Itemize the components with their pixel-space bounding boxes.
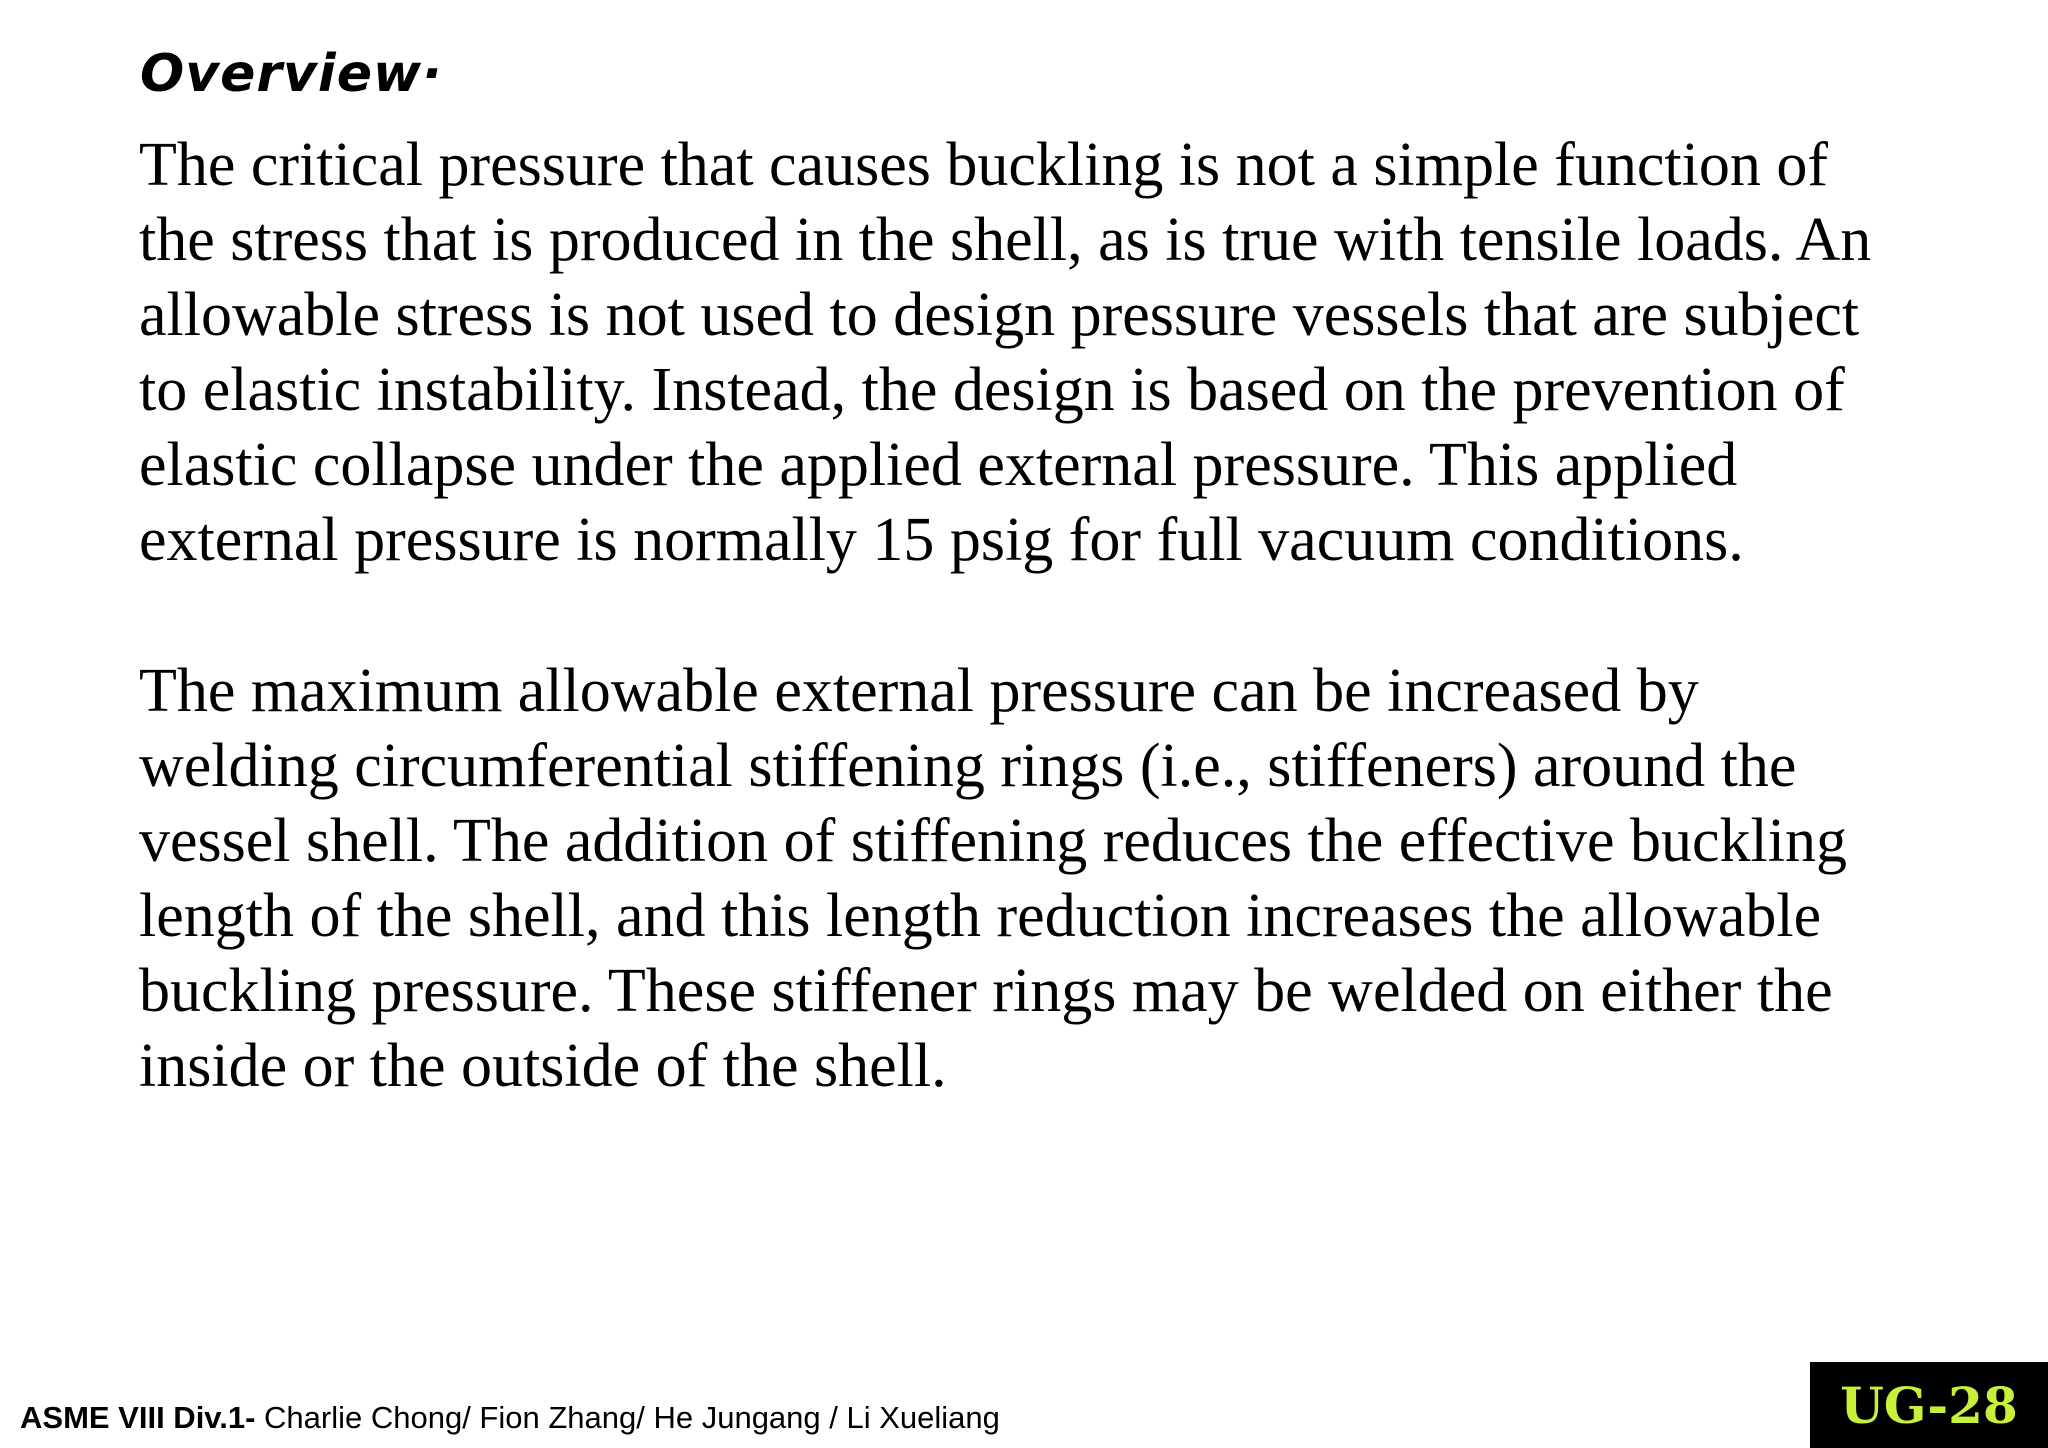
text-line: inside or the outside of the shell. xyxy=(139,1032,947,1100)
section-badge xyxy=(1810,1362,2048,1448)
text-line: buckling pressure. These stiffener rings may be welded on either the xyxy=(139,957,1833,1025)
text-line: The critical pressure that causes buckling is not a simple function of xyxy=(139,131,1829,199)
footer-authors: Charlie Chong/ Fion Zhang/ He Jungang / Li Xueliang xyxy=(255,1400,1000,1435)
text-line: allowable stress is not used to design pressure vessels that are subject xyxy=(139,281,1860,349)
text-line: vessel shell. The addition of stiffening reduces the effective buckling xyxy=(139,807,1847,875)
text-line: The maximum allowable external pressure can be increased by xyxy=(139,657,1699,725)
text-line: to elastic instability. Instead, the design is based on the prevention of xyxy=(139,356,1845,424)
text-line: welding circumferential stiffening rings (i.e., stiffeners) around the xyxy=(139,732,1797,800)
text-line: external pressure is normally 15 psig for full vacuum conditions. xyxy=(139,506,1744,574)
paragraph-stiffening-rings xyxy=(139,654,2019,1104)
slide-heading: Overview· xyxy=(140,44,443,104)
footer-course: ASME VIII Div.1- xyxy=(20,1400,256,1435)
paragraph-critical-pressure xyxy=(139,128,2019,578)
footer-credits xyxy=(20,1400,1000,1436)
text-line: the stress that is produced in the shell, as is true with tensile loads. An xyxy=(139,206,1872,274)
section-badge-label: UG-28 xyxy=(1840,1375,2018,1435)
text-line: elastic collapse under the applied external pressure. This applied xyxy=(139,431,1738,499)
text-line: length of the shell, and this length reduction increases the allowable xyxy=(139,882,1822,950)
